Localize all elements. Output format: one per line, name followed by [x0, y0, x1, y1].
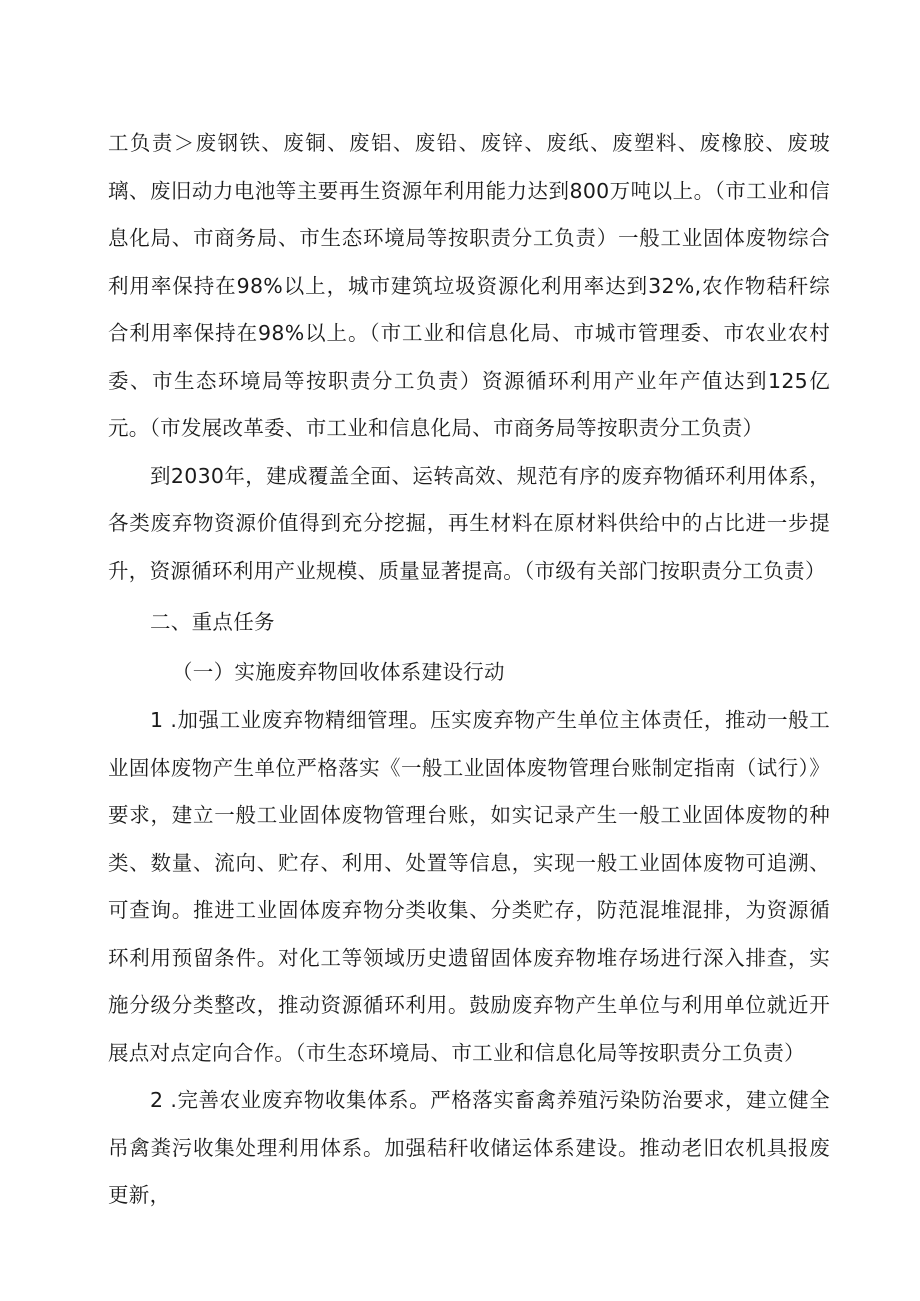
task-item-agricultural-waste: 2 .完善农业废弃物收集体系。严格落实畜禽养殖污染防治要求，建立健全吊禽粪污收集处理利用体系。加强秸秆收储运体系建设。推动老旧农机具报废更新， — [108, 1088, 830, 1207]
paragraph-targets-2025: 工负责＞废钢铁、废铜、废铝、废铅、废锌、废纸、废塑料、废橡胶、废玻璃、废旧动力电池等主要再生资源年利用能力达到800万吨以上。（市工业和信息化局、市商务局、市生态环境局等按职责分工负责）一般工业固体废物综合利用率保持在98%以上，城市建筑垃圾资源化利用率达到32%,农作物秸秆综合利用率保持在98%以上。（市工业和信息化局、市城市管理委、市农业农村委、市生态环境局等按职责分工负责）资源循环利用产业年产值达到125亿元。（市发展改革委、市工业和信息化局、市商务局等按职责分工负责） — [108, 131, 830, 440]
paragraph-targets-2030: 到2030年，建成覆盖全面、运转高效、规范有序的废弃物循环利用体系，各类废弃物资源价值得到充分挖掘，再生材料在原材料供给中的占比进一步提升，资源循环利用产业规模、质量显著提高。（市级有关部门按职责分工负责） — [108, 463, 830, 583]
task-item-industrial-waste: 1 .加强工业废弃物精细管理。压实废弃物产生单位主体责任，推动一般工业固体废物产生单位严格落实《一般工业固体废物管理台账制定指南（试行）》要求，建立一般工业固体废物管理台账，如实记录产生一般工业固体废物的种类、数量、流向、贮存、利用、处置等信息，实现一般工业固体废物可追溯、可查询。推进工业固体废弃物分类收集、分类贮存，防范混堆混排，为资源循环利用预留条件。对化工等领域历史遗留固体废弃物堆存场进行深入排查，实施分级分类整改，推动资源循环利用。鼓励废弃物产生单位与利用单位就近开展点对点定向合作。（市生态环境局、市工业和信息化局等按职责分工负责） — [108, 708, 830, 1065]
document-body — [108, 120, 830, 1220]
section-heading: 二、重点任务 — [150, 610, 275, 634]
subsection-heading: （一）实施废弃物回收体系建设行动 — [172, 660, 505, 684]
